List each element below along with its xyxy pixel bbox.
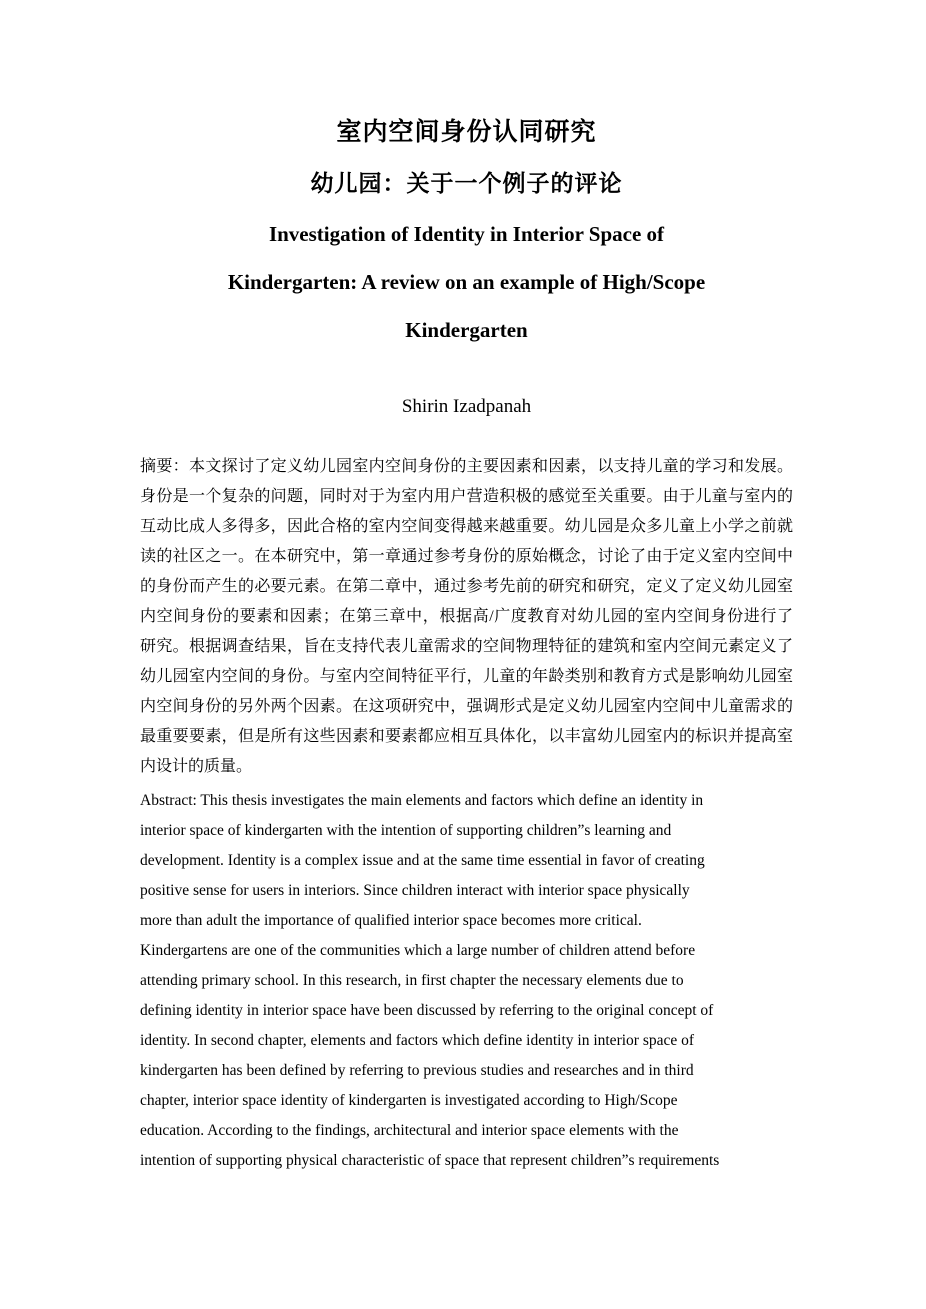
author-name: Shirin Izadpanah (401, 396, 532, 417)
english-abstract-line: attending primary school. In this research, in first chapter the necessary elements due to (140, 972, 684, 989)
chinese-abstract-line: 幼儿园室内空间的身份。与室内空间特征平行，儿童的年龄类别和教育方式是影响幼儿园室 (140, 668, 793, 685)
english-abstract-line: Kindergartens are one of the communities which a large number of children attend before (140, 942, 696, 959)
english-abstract-line: intention of supporting physical characteristic of space that represent children”s requirements (140, 1152, 720, 1169)
chinese-abstract-line: 内空间身份的要素和因素；在第三章中，根据高/广度教育对幼儿园的室内空间身份进行了 (140, 608, 793, 625)
chinese-abstract (140, 452, 793, 782)
chinese-abstract-line: 互动比成人多得多，因此合格的室内空间变得越来越重要。幼儿园是众多儿童上小学之前就 (140, 518, 793, 535)
english-abstract-line: development. Identity is a complex issue and at the same time essential in favor of creating (140, 852, 705, 869)
english-title-line-2: Kindergarten: A review on an example of High/Scope (227, 270, 706, 294)
english-title-line-1: Investigation of Identity in Interior Space of (268, 222, 665, 246)
english-abstract-line: more than adult the importance of qualified interior space becomes more critical. (140, 912, 642, 929)
chinese-abstract-line: 的身份而产生的必要元素。在第二章中，通过参考先前的研究和研究，定义了定义幼儿园室 (140, 578, 793, 595)
chinese-abstract-line: 内设计的质量。 (140, 758, 253, 775)
chinese-abstract-line: 内空间身份的另外两个因素。在这项研究中，强调形式是定义幼儿园室内空间中儿童需求的 (140, 698, 793, 715)
chinese-abstract-line: 读的社区之一。在本研究中，第一章通过参考身份的原始概念，讨论了由于定义室内空间中 (140, 548, 793, 565)
english-abstract (140, 786, 793, 1176)
english-abstract-line: kindergarten has been defined by referring to previous studies and researches and in third (140, 1062, 694, 1079)
english-abstract-line: chapter, interior space identity of kindergarten is investigated according to High/Scope (140, 1092, 678, 1109)
chinese-abstract-line: 身份是一个复杂的问题，同时对于为室内用户营造积极的感觉至关重要。由于儿童与室内的 (140, 488, 793, 505)
english-abstract-line: Abstract: This thesis investigates the main elements and factors which define an identity in (140, 792, 704, 809)
chinese-title-main: 室内空间身份认同研究 (336, 118, 597, 146)
english-abstract-line: positive sense for users in interiors. Since children interact with interior space physically (140, 882, 690, 899)
english-abstract-line: education. According to the findings, architectural and interior space elements with the (140, 1122, 679, 1139)
chinese-title-subtitle: 幼儿园：关于一个例子的评论 (310, 170, 623, 196)
english-abstract-line: identity. In second chapter, elements and factors which define identity in interior space of (140, 1032, 695, 1049)
english-title (140, 210, 793, 354)
chinese-abstract-line: 摘要：本文探讨了定义幼儿园室内空间身份的主要因素和因素，以支持儿童的学习和发展。 (140, 458, 793, 475)
chinese-abstract-line: 研究。根据调查结果，旨在支持代表儿童需求的空间物理特征的建筑和室内空间元素定义了 (140, 638, 793, 655)
english-abstract-line: defining identity in interior space have been discussed by referring to the original concept of (140, 1002, 714, 1019)
chinese-abstract-line: 最重要要素，但是所有这些因素和要素都应相互具体化，以丰富幼儿园室内的标识并提高室 (140, 728, 793, 745)
english-abstract-line: interior space of kindergarten with the intention of supporting children”s learning and (140, 822, 672, 839)
english-title-line-3: Kindergarten (405, 318, 528, 342)
